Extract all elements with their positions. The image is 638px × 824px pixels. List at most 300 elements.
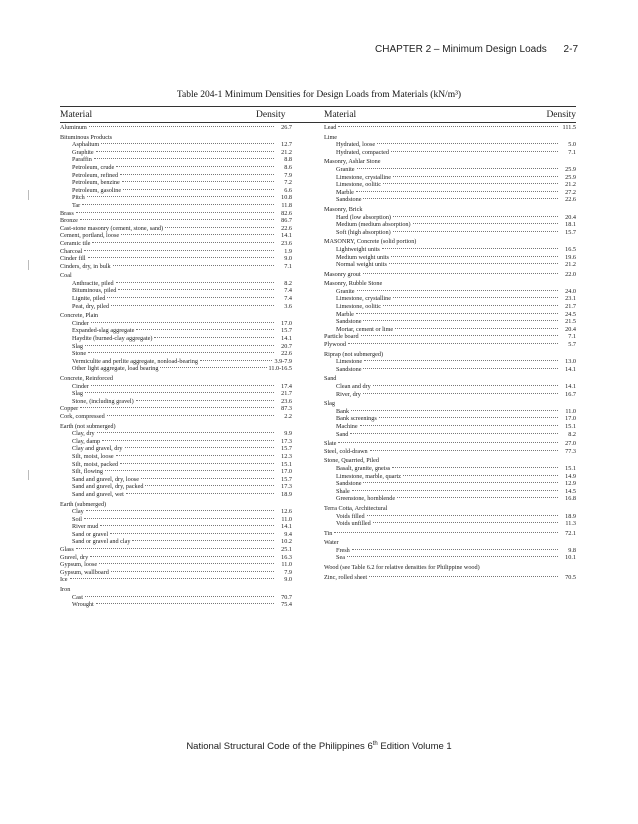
table-row [60,272,292,280]
density-value: 14.1 [565,365,576,373]
material-name: Voids filled [336,512,365,520]
material-name: Bronze [60,217,78,225]
material-name: Petroleum, crude [72,163,115,171]
dot-leader [107,415,274,416]
material-name: Silt, moist, loose [72,452,114,460]
dot-leader [85,392,274,393]
table-row [60,365,292,373]
table-row [60,210,292,218]
table-title: Table 204-1 Minimum Densities for Design Loads from Materials (kN/m³) [176,90,462,100]
material-name: Lead [324,124,337,131]
material-name: Lime [324,133,338,141]
dot-leader [101,143,274,144]
material-name: Cork, compressed [60,412,105,420]
table-row [324,564,576,572]
density-value: 16.5 [565,245,576,253]
density-value: 25.1 [281,546,292,554]
density-value: 17.4 [281,382,292,390]
density-value: 8.2 [568,430,576,438]
dot-leader [91,385,274,386]
dot-leader [87,196,274,197]
table-row [60,358,292,366]
table-row [324,333,576,341]
dot-leader [111,571,274,572]
density-value: 22.6 [281,350,292,358]
material-name: Limestone, oolitic [336,181,382,189]
material-name: Paraffin [72,156,92,164]
material-name: Earth (not submerged) [60,422,116,430]
material-name: Clay, dry [72,430,95,438]
material-name: Lignite, piled [72,295,106,303]
dot-leader [363,320,558,321]
table-row [324,554,576,562]
dot-leader [116,455,274,456]
density-value: 1.9 [284,247,292,255]
table-row [324,375,576,383]
table-row [324,480,576,488]
table-row [60,453,292,461]
dot-leader [370,450,558,451]
material-name: Sandstone [336,196,362,204]
material-name: Sand or gravel [72,530,109,538]
table-row [60,576,292,584]
table-row [324,134,576,142]
material-name: Slate [324,440,337,448]
table-row [60,491,292,499]
material-name: Masonry, Brick [324,205,363,213]
table-row [60,295,292,303]
density-value: 5.0 [568,141,576,149]
density-value: 10.2 [281,538,292,546]
material-name: Stone, (including gravel) [72,397,134,405]
density-value: 17.0 [565,415,576,423]
density-value: 14.1 [281,523,292,531]
density-value: 16.8 [565,495,576,503]
dot-leader [125,447,274,448]
table-row [324,400,576,408]
material-name: Bank [336,407,350,415]
table-row [324,214,576,222]
material-name: Cast-stone masonry (cement, stone, sand) [60,224,164,232]
material-name: Clay, damp [72,437,101,445]
table-row [60,164,292,172]
dot-leader [393,231,558,232]
density-value: 24.0 [565,287,576,295]
density-value: 77.3 [565,447,576,455]
material-name: Sandstone [336,318,362,326]
material-name: Haydite (burned-clay aggregate) [72,335,153,343]
density-value: 17.3 [281,483,292,491]
material-name: Earth (submerged) [60,500,107,508]
table-row [60,508,292,516]
footer-superscript: th [372,741,378,747]
dot-leader [369,576,558,577]
dot-leader [132,540,274,541]
density-value: 27.0 [565,440,576,448]
material-name: Silt, moist, packed [72,460,119,468]
material-name: Greenstone, hornblende [336,495,396,503]
table-row [324,238,576,246]
density-value: 19.6 [565,253,576,261]
material-name: Concrete, Plain [60,312,99,320]
table-row [324,261,576,269]
dot-leader [88,257,274,258]
density-value: 9.4 [284,530,292,538]
density-value: 21.2 [565,181,576,189]
dot-leader [154,337,274,338]
dot-leader [379,417,558,418]
dot-leader [391,256,558,257]
density-value: 15.7 [281,445,292,453]
table-header-rule [60,122,576,123]
material-name: Voids unfilled [336,520,371,528]
page-footer [0,741,638,752]
table-row [324,457,576,465]
dot-leader [120,174,274,175]
table-row [60,320,292,328]
dot-leader [96,603,274,604]
density-value: 8.8 [284,156,292,164]
material-name: Stone [72,350,87,358]
density-value: 14.1 [281,335,292,343]
density-value: 11.0 [281,561,292,569]
material-name: Granite [336,165,355,173]
dot-leader [389,263,558,264]
material-name: Stone, Quarried, Piled [324,457,379,465]
dot-leader [200,360,273,361]
table-row [60,202,292,210]
dot-leader [85,345,274,346]
density-value: 20.4 [565,325,576,333]
material-name: Ceramic tile [60,239,91,247]
density-value: 14.9 [565,472,576,480]
table-row [60,531,292,539]
table-row [324,149,576,157]
density-value: 14.5 [565,487,576,495]
material-name: Terra Cotta, Architectural [324,504,388,512]
density-value: 15.7 [281,475,292,483]
table-row [324,221,576,229]
table-row [324,391,576,399]
material-name: Clay [72,508,84,516]
density-value: 82.6 [281,209,292,217]
table-row [324,303,576,311]
dot-leader [338,442,558,443]
table-row [324,288,576,296]
dot-leader [76,212,274,213]
density-value: 24.5 [565,310,576,318]
margin-mark [28,260,29,270]
material-name: Tar [72,201,81,209]
density-value: 75.4 [281,601,292,609]
material-name: Limestone, crystalline [336,173,391,181]
material-name: Bituminous, piled [72,287,117,295]
table-row [60,217,292,225]
density-value: 15.1 [565,422,576,430]
dot-leader [395,328,558,329]
dot-leader [165,227,274,228]
material-name: Wrought [72,601,94,609]
table-row [324,448,576,456]
density-value: 2.2 [284,412,292,420]
table-header-row [60,108,576,122]
density-value: 17.0 [281,319,292,327]
table-row [324,520,576,528]
density-value: 25.9 [565,165,576,173]
material-name: Aluminum [60,124,87,131]
material-name: Other light aggregate, load bearing [72,365,159,373]
density-value: 9.0 [284,255,292,263]
material-name: Normal weight units [336,261,387,269]
dot-leader [100,525,274,526]
table-row [60,350,292,358]
material-name: Shale [336,487,350,495]
dot-leader [80,407,274,408]
dot-leader [76,548,274,549]
page-header [375,44,578,55]
table-row [60,172,292,180]
table-row [324,423,576,431]
table-row [324,196,576,204]
dot-leader [357,290,558,291]
material-name: Slag [324,400,336,408]
table-row [60,194,292,202]
table-row [324,174,576,182]
table-row [60,554,292,562]
table-row [60,240,292,248]
table-row [324,158,576,166]
density-value: 8.6 [284,163,292,171]
chapter-title: CHAPTER 2 – Minimum Design Loads [375,44,547,55]
table-row [60,594,292,602]
dot-leader [363,198,558,199]
table-row [324,473,576,481]
table-row [324,539,576,547]
table-row [324,280,576,288]
table-column-left [60,124,292,609]
density-value: 21.7 [565,303,576,311]
material-name: Cast [72,593,84,601]
density-value: 23.6 [281,397,292,405]
table-row [324,488,576,496]
material-name: Water [324,539,339,547]
density-value: 22.6 [565,196,576,204]
material-name: Limestone, oolitic [336,303,382,311]
density-value: 14.1 [281,232,292,240]
table-row [60,390,292,398]
material-name: Sand or gravel and clay [72,538,131,546]
dot-leader [377,143,558,144]
dot-leader [99,563,274,564]
dot-leader [334,532,558,533]
table-row [324,440,576,448]
column-header-density-left: Density [256,110,286,120]
table-row [60,141,292,149]
material-name: Soft (high absorption) [336,228,391,236]
dot-leader [356,191,558,192]
table-row [60,156,292,164]
dot-leader [413,223,558,224]
table-row [60,423,292,431]
table-row [324,351,576,359]
density-value: 12.3 [281,452,292,460]
dot-leader [102,440,274,441]
material-name: Sand and gravel, dry, packed [72,483,144,491]
dot-leader [356,313,558,314]
material-name: Fresh [336,546,350,554]
dot-leader [403,475,558,476]
margin-mark [28,190,29,200]
table-row [324,408,576,416]
table-row [60,312,292,320]
table-row [324,358,576,366]
table-row [60,335,292,343]
table-row [60,561,292,569]
density-value: 9.9 [284,430,292,438]
table-row [324,366,576,374]
material-name: Sand [336,430,349,438]
density-value: 20.7 [281,342,292,350]
table-row [60,263,292,271]
dot-leader [338,126,558,127]
dot-leader [347,556,558,557]
dot-leader [393,176,558,177]
footer-text: National Structural Code of the Philippines 6 [186,741,373,753]
material-name: Particle board [324,333,359,341]
density-value: 23.6 [281,239,292,247]
material-name: Glass [60,546,74,554]
density-value: 21.7 [281,390,292,398]
table-row [324,181,576,189]
table-row [324,206,576,214]
column-header-material-right: Material [324,110,357,120]
material-name: Silt, flowing [72,468,103,476]
dot-leader [348,343,558,344]
table-row [60,287,292,295]
dot-leader [363,368,558,369]
dot-leader [105,470,274,471]
dot-leader [382,248,558,249]
table-row [324,415,576,423]
dot-leader [110,533,274,534]
density-value: 20.4 [565,213,576,221]
dot-leader [392,467,558,468]
density-value: 7.1 [568,333,576,341]
dot-leader [391,151,558,152]
density-value: 11.0-16.5 [268,365,292,373]
material-name: Hard (low absorption) [336,213,391,221]
material-name: MASONRY, Concrete (solid portion) [324,238,417,246]
material-name: Zinc, rolled sheet [324,573,368,581]
density-value: 21.2 [281,148,292,156]
table-row [324,341,576,349]
material-name: Sand and gravel, wet [72,490,124,498]
page-number: 2-7 [563,44,578,55]
dot-leader [122,181,274,182]
table-row [60,327,292,335]
material-name: Bituminous Products [60,133,113,141]
table-row [60,546,292,554]
dot-leader [107,297,274,298]
material-name: Basalt, granite, gneiss [336,464,391,472]
material-name: Limestone, crystalline [336,295,391,303]
density-value: 22.0 [565,270,576,278]
density-value: 11.3 [565,520,576,528]
table-row [324,318,576,326]
column-header-density-right: Density [546,110,576,120]
material-name: Sandstone [336,365,362,373]
density-value: 11.8 [281,201,292,209]
dot-leader [383,183,558,184]
density-value: 9.0 [284,576,292,584]
density-value: 10.8 [281,194,292,202]
dot-leader [89,126,274,127]
material-name: Clay and gravel, dry [72,445,123,453]
material-name: Slag [72,390,84,398]
dot-leader [85,596,274,597]
material-name: Wood (see Table 6.2 for relative densities for Philippine wood) [324,564,480,572]
table-row [60,538,292,546]
table-row [60,343,292,351]
material-name: Petroleum, refined [72,171,119,179]
material-name: Sand [324,375,337,383]
table-row [324,326,576,334]
density-value: 15.7 [565,228,576,236]
dot-leader [126,493,274,494]
density-value: 7.4 [284,287,292,295]
density-value: 14.1 [565,383,576,390]
density-value: 5.7 [568,341,576,349]
density-value: 7.1 [568,148,576,156]
dot-leader [118,289,274,290]
dot-leader [363,393,558,394]
material-name: Sea [336,554,345,562]
material-name: Riprap (not submerged) [324,350,383,358]
table-row [60,516,292,524]
density-value: 17.0 [281,468,292,476]
dot-leader [352,490,558,491]
material-name: Lightweight units [336,245,380,253]
dot-leader [363,482,558,483]
material-name: Sandstone [336,480,362,488]
table-row [60,303,292,311]
material-name: Cement, portland, loose [60,232,120,240]
material-name: Brass [60,209,74,217]
dot-leader [91,322,274,323]
table-row [60,134,292,142]
dot-leader [116,282,274,283]
material-name: Masonry, Rubble Stone [324,280,383,288]
dot-leader [351,410,558,411]
density-value: 15.1 [281,460,292,468]
density-value: 11.0 [281,515,292,523]
table-row [60,461,292,469]
material-name: Charcoal [60,247,83,255]
table-row [324,254,576,262]
dot-leader [363,273,558,274]
table-row [60,438,292,446]
density-value: 26.7 [281,124,292,131]
density-value: 16.3 [281,553,292,561]
density-value: 15.1 [565,464,576,472]
material-name: Masonry grout [324,270,361,278]
table-row [60,255,292,263]
table-row [324,547,576,555]
table-row [324,513,576,521]
material-name: Limestone, marble, quartz [336,472,401,480]
table-row [60,405,292,413]
material-name: Medium (medium absorption) [336,221,411,229]
